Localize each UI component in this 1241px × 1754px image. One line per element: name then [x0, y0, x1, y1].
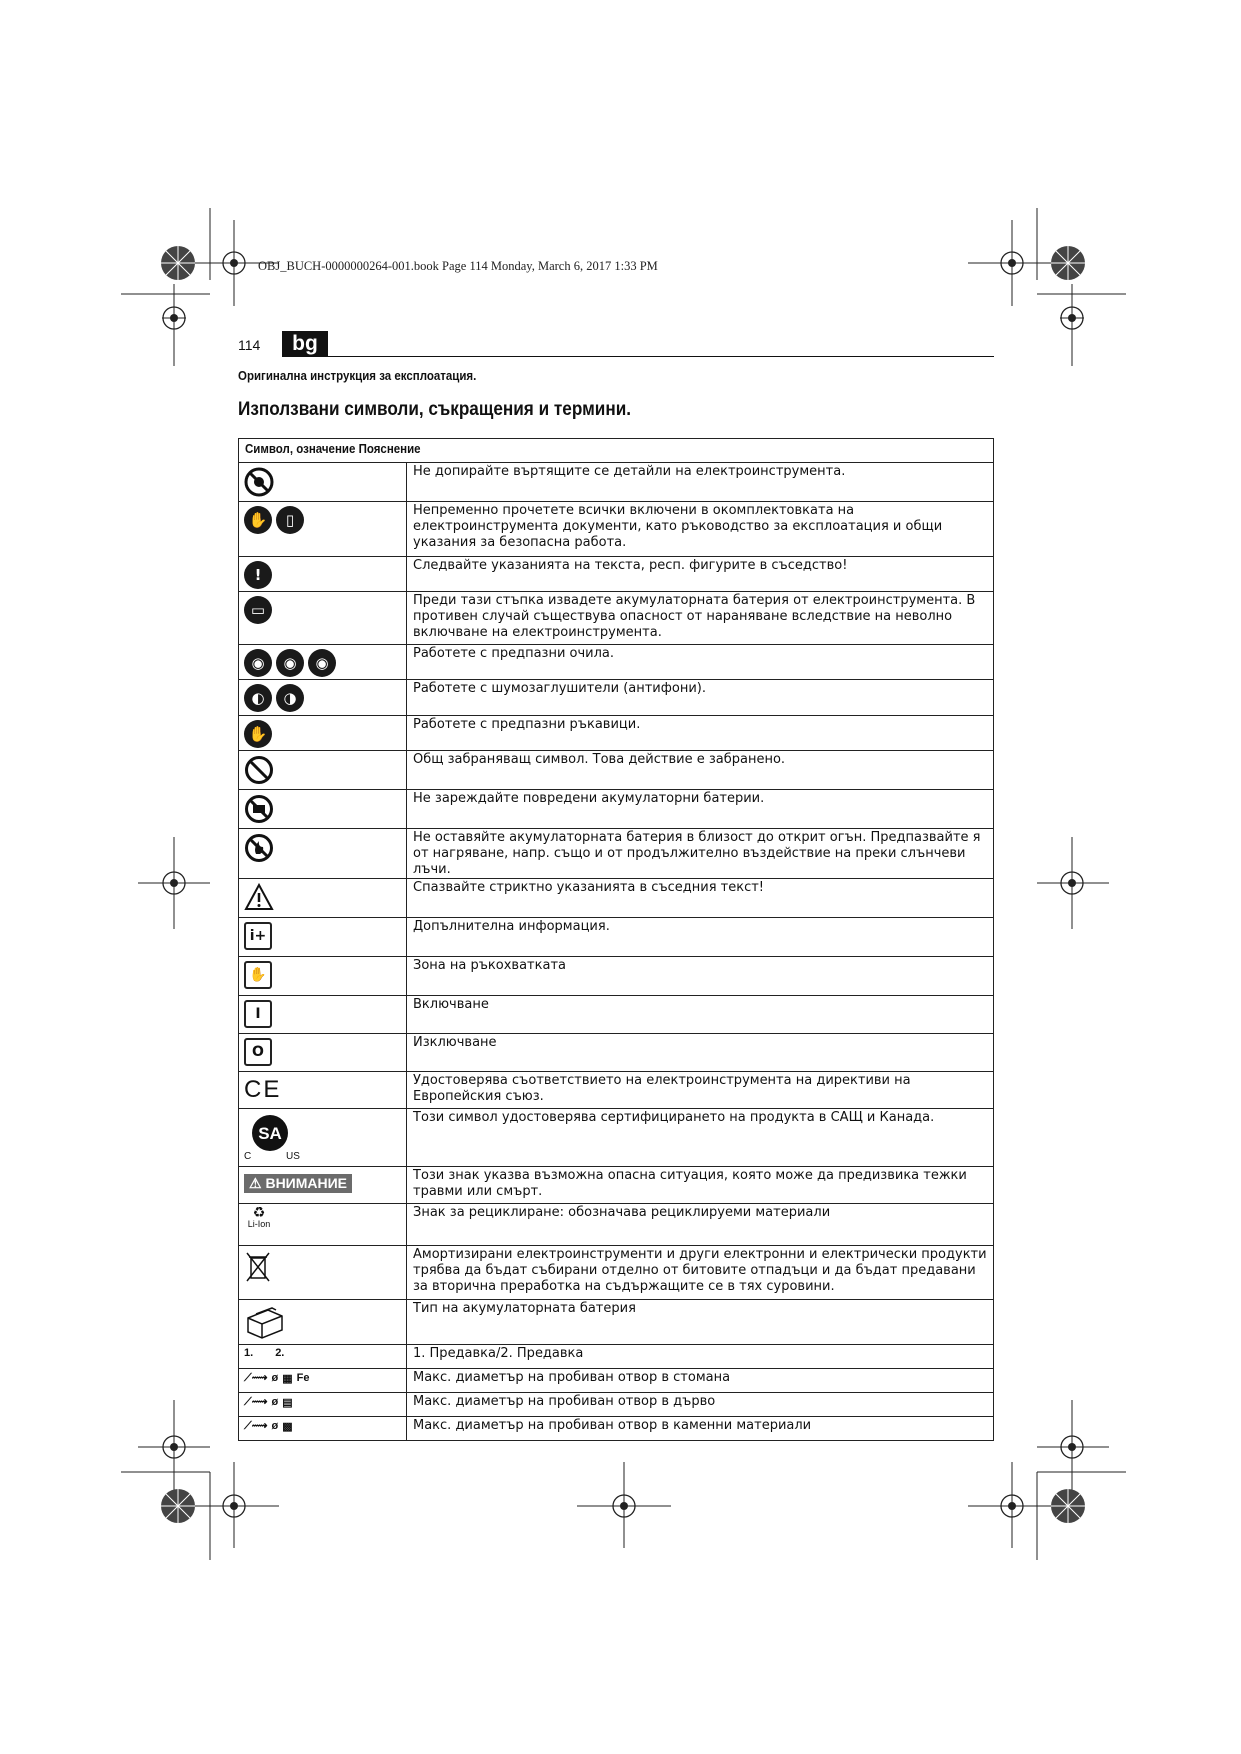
- row-text: Следвайте указанията на текста, респ. фигурите в съседство!: [407, 557, 994, 592]
- table-row: [239, 1204, 994, 1246]
- table-row: [239, 1072, 994, 1109]
- table-row: [239, 1417, 994, 1441]
- table-header-row: [239, 439, 994, 463]
- no-touch-rotating-parts-icon: [244, 467, 274, 497]
- ear-protection-icon: ◐ ◑: [244, 684, 406, 712]
- table-row: [239, 957, 994, 996]
- power-off-icon: O: [244, 1038, 272, 1066]
- table-row: [239, 1109, 994, 1167]
- diameter-label: ø: [271, 1420, 279, 1432]
- gear-stages-icon: [244, 1347, 406, 1359]
- row-text: Работете с предпазни очила.: [407, 645, 994, 680]
- header-rule: [328, 356, 994, 357]
- row-text: Включване: [407, 996, 994, 1034]
- file-info-line: OBJ_BUCH-0000000264-001.book Page 114 Monday, March 6, 2017 1:33 PM: [258, 259, 658, 273]
- row-text: Знак за рециклиране: обозначава рециклируеми материали: [407, 1204, 994, 1246]
- table-row: [239, 680, 994, 716]
- exclamation-icon: !: [244, 561, 272, 589]
- li-ion-label: Li-Ion: [247, 1219, 271, 1229]
- gear-2-label: 2.: [275, 1347, 285, 1359]
- info-icon: i+: [244, 922, 272, 950]
- row-text: Тип на акумулаторната батерия: [407, 1300, 994, 1345]
- row-text: Амортизирани електроинструменти и други електронни и електрически продукти трябва да бъдат събирани отделно от битовите отпадъци и да бъдат предавани за вторична преработка на съдържащите се в тях суровини.: [407, 1246, 994, 1300]
- table-row: [239, 1345, 994, 1369]
- table-row: [239, 879, 994, 918]
- page-number: 114: [238, 337, 261, 353]
- warning-badge-label: ВНИМАНИЕ: [265, 1175, 348, 1191]
- row-text: Макс. диаметър на пробиван отвор в дърво: [407, 1393, 994, 1417]
- table-row: [239, 1300, 994, 1345]
- ce-mark-icon: CE: [244, 1076, 282, 1103]
- drill-steel-icon: ⟋⟿ ø ▦ Fe: [244, 1372, 310, 1385]
- safety-goggles-icon: ◉ ◉ ◉: [244, 649, 406, 677]
- table-row: [239, 918, 994, 957]
- read-instructions-icon: ✋ ▯: [244, 506, 406, 534]
- drill-masonry-icon: ⟋⟿ ø ▩: [244, 1420, 293, 1433]
- row-text: Този знак указва възможна опасна ситуация, която може да предизвика тежки травми или смърт.: [407, 1167, 994, 1204]
- protective-gloves-icon: ✋: [244, 720, 272, 748]
- row-text: Работете с предпазни ръкавици.: [407, 716, 994, 751]
- csa-us-label: US: [286, 1151, 300, 1162]
- diameter-label: ø: [271, 1372, 279, 1384]
- drill-wood-icon: ⟋⟿ ø ▤: [244, 1396, 293, 1409]
- table-row: [239, 1034, 994, 1072]
- row-text: Преди тази стъпка извадете акумулаторната батерия от електроинструмента. В противен случай съществува опасност от нараняване вследствие на неволно включване на електроинструмента.: [407, 592, 994, 645]
- table-row: [239, 592, 994, 645]
- table-row: [239, 1167, 994, 1204]
- language-badge: bg: [282, 331, 328, 357]
- table-row: [239, 996, 994, 1034]
- recycling-li-ion-icon: ♻ Li-Ion: [244, 1208, 274, 1230]
- power-on-icon: I: [244, 1000, 272, 1028]
- row-text: Спазвайте стриктно указанията в съседния текст!: [407, 879, 994, 918]
- table-row: [239, 1369, 994, 1393]
- diameter-label: ø: [271, 1396, 279, 1408]
- section-title: Използвани символи, съкращения и термини.: [238, 398, 632, 420]
- table-row: [239, 502, 994, 557]
- row-text: Макс. диаметър на пробиван отвор в каменни материали: [407, 1417, 994, 1441]
- page-header: [238, 331, 994, 361]
- table-row: [239, 1393, 994, 1417]
- warning-triangle-icon: [244, 883, 274, 911]
- table-row: [239, 751, 994, 790]
- warning-badge-icon: ⚠ ВНИМАНИЕ: [244, 1174, 352, 1193]
- gear-1-label: 1.: [244, 1347, 254, 1359]
- table-row: [239, 790, 994, 829]
- row-text: Зона на ръкохватката: [407, 957, 994, 996]
- row-text: Не допирайте въртящите се детайли на електроинструмента.: [407, 463, 994, 502]
- table-row: [239, 645, 994, 680]
- no-heat-battery-icon: [244, 833, 274, 863]
- subtitle: Оригинална инструкция за експлоатация.: [238, 369, 477, 383]
- csa-c-label: C: [244, 1151, 252, 1162]
- table-row: [239, 557, 994, 592]
- battery-pack-icon: [244, 1304, 286, 1340]
- remove-battery-icon: ▭: [244, 596, 272, 624]
- row-text: Макс. диаметър на пробиван отвор в стомана: [407, 1369, 994, 1393]
- symbols-table: [238, 438, 994, 1441]
- row-text: Непременно прочетете всички включени в окомплектовката на електроинструмента документи, като ръководство за експлоатация и общи указания за безопасна работа.: [407, 502, 994, 557]
- table-row: [239, 463, 994, 502]
- row-text: Изключване: [407, 1034, 994, 1072]
- row-text: Удостоверява съответствието на електроинструмента на директиви на Европейския съюз.: [407, 1072, 994, 1109]
- row-text: Не зареждайте повредени акумулаторни батерии.: [407, 790, 994, 829]
- row-text: Работете с шумозаглушители (антифони).: [407, 680, 994, 716]
- table-row: [239, 716, 994, 751]
- header-explanation: Пояснение: [358, 442, 421, 456]
- no-damaged-battery-charging-icon: [244, 794, 274, 824]
- grip-zone-icon: ✋: [244, 961, 272, 989]
- csa-mark-icon: [244, 1113, 306, 1165]
- header-symbol: Символ, означение: [245, 442, 356, 456]
- table-row: [239, 1246, 994, 1300]
- svg-text:SA: SA: [258, 1124, 282, 1143]
- row-text: 1. Предавка/2. Предавка: [407, 1345, 994, 1369]
- weee-bin-icon: [244, 1250, 272, 1284]
- steel-label: Fe: [296, 1372, 310, 1384]
- row-text: Общ забраняващ символ. Това действие е забранено.: [407, 751, 994, 790]
- table-row: [239, 829, 994, 879]
- row-text: Този символ удостоверява сертифицирането на продукта в САЩ и Канада.: [407, 1109, 994, 1167]
- prohibition-icon: [244, 755, 274, 785]
- row-text: Не оставяйте акумулаторната батерия в близост до открит огън. Предпазвайте я от нагряване, напр. също и от продължително въздействие на преки слънчеви лъчи.: [407, 829, 994, 879]
- table-header: [239, 439, 994, 463]
- row-text: Допълнителна информация.: [407, 918, 994, 957]
